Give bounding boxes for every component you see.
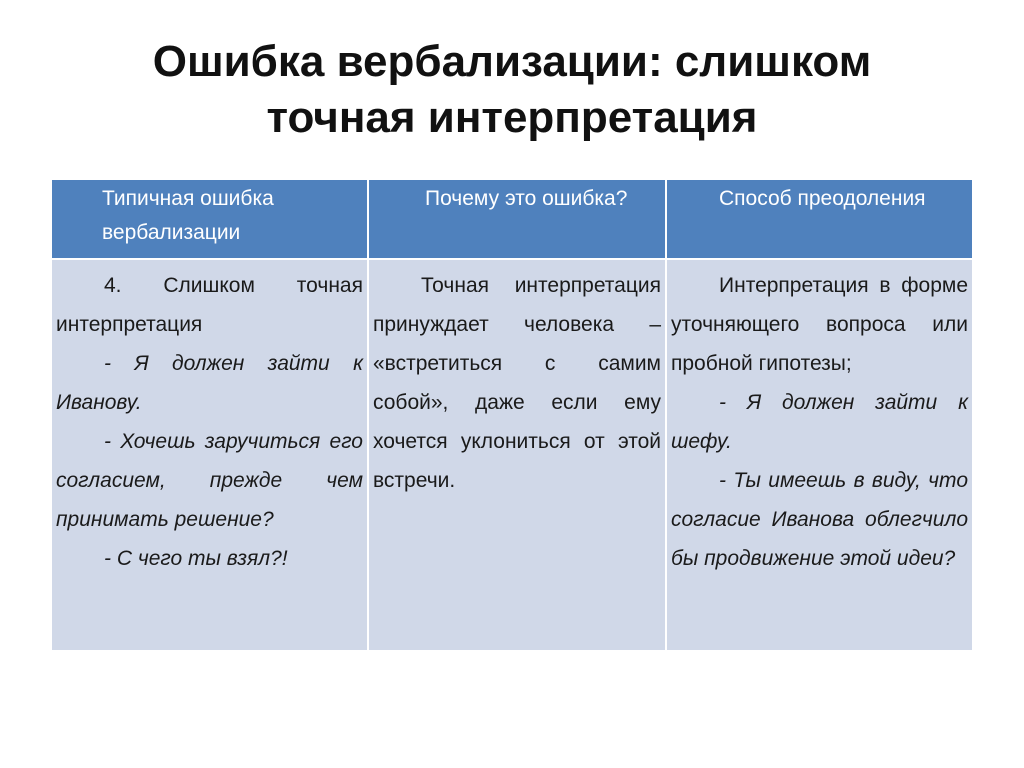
cell-how-to-overcome bbox=[666, 259, 972, 650]
explanation-text: Точная интерпретация принуждает человека – «встретиться с самим собой», даже если ему хочется уклониться от этой встречи. bbox=[373, 274, 661, 492]
title-line-2: точная интерпретация bbox=[266, 93, 758, 142]
cell-typical-error bbox=[52, 259, 368, 650]
dialog-line: - Я должен зайти к шефу. bbox=[671, 391, 968, 453]
solution-text: Интерпретация в форме уточняющего вопроса или пробной гипотезы; bbox=[671, 274, 968, 375]
dialog-line: - Ты имеешь в виду, что согласие Иванова облегчило бы продвижение этой идеи? bbox=[671, 469, 968, 570]
dialog-line: - Хочешь заручиться его согласием, прежде чем принимать решение? bbox=[56, 430, 363, 531]
header-typical-error: Типичная ошибка вербализации bbox=[52, 180, 368, 259]
table-header-row bbox=[52, 180, 972, 259]
title-line-1: Ошибка вербализации: слишком bbox=[152, 37, 872, 86]
dialog-line: - С чего ты взял?! bbox=[104, 547, 288, 570]
comparison-table bbox=[52, 180, 972, 650]
header-how-to-overcome: Способ преодоления bbox=[666, 180, 972, 259]
header-why-error: Почему это ошибка? bbox=[368, 180, 666, 259]
error-title-text: 4. Слишком точная интерпретация bbox=[56, 274, 363, 336]
dialog-line: - Я должен зайти к Иванову. bbox=[56, 352, 363, 414]
slide-title bbox=[0, 34, 1024, 146]
table-row bbox=[52, 259, 972, 650]
cell-why-error bbox=[368, 259, 666, 650]
